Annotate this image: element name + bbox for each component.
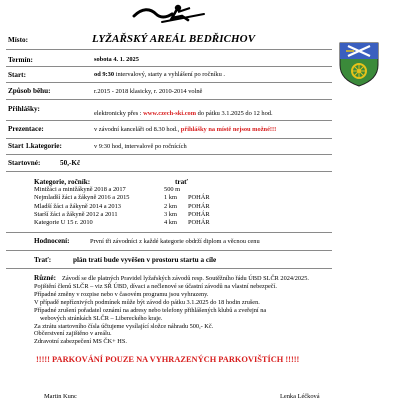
category-name: Starší žáci a žákyně 2012 a 2011 (34, 210, 118, 218)
startovne-label: Startovné: (8, 159, 41, 167)
category-name: Minižáci a minižákyně 2018 a 2017 (34, 186, 126, 193)
ruzne-label: Různé: (34, 274, 56, 282)
divider (6, 82, 332, 83)
divider (6, 99, 332, 100)
zpusob-label: Způsob běhu: (8, 87, 51, 95)
startovne-value: 50,-Kč (60, 159, 81, 167)
trat-value: plán tratí bude vyvěšen v prostoru startu a cíle (73, 256, 217, 264)
prezentace-warning: přihlášky na místě nejsou možné!!! (180, 126, 277, 133)
category-row (34, 211, 228, 219)
start-label: Start: (8, 71, 26, 79)
category-track: 3 km (164, 210, 177, 218)
divider (6, 138, 332, 139)
termin-value: sobota 4. 1. 2025 (94, 56, 139, 63)
ruzne-line: Zdravotní zabezpečení MS ČK+ HS. (34, 338, 127, 346)
page-title: LYŽAŘSKÝ AREÁL BEDŘICHOV (92, 33, 256, 45)
divider (6, 268, 332, 269)
category-track: 2 km (164, 202, 177, 210)
divider (6, 49, 332, 50)
prihlasky-pre: elektronicky přes : (94, 110, 142, 117)
category-track: 1 km (164, 194, 177, 202)
signature-left: Martin Kunc (44, 393, 77, 400)
hodnoceni-value: První tři závodníci z každé kategorie obdrží diplom a věcnou cenu (90, 238, 260, 245)
prezentace-label: Prezentace: (8, 125, 44, 133)
zpusob-value: r.2015 - 2018 klasicky, r. 2010-2014 volně (94, 88, 203, 95)
signature-right: Lenka Léčková (280, 393, 320, 400)
prezentace-value (94, 126, 276, 133)
ruzne-line: Pojištění členů SLČR – viz SŘ ÚBD, dívaci a nečlenové se účastní závodů na vlastní nebezpečí. (34, 283, 277, 290)
category-row (34, 203, 228, 211)
ruzne-line: Případné změny v rozpise nebo v časovém programu jsou vyhrazeny. (34, 290, 209, 298)
category-row (34, 219, 228, 227)
start-value (94, 71, 225, 78)
category-prize: POHÁR (188, 202, 210, 210)
trat-label: Trať: (34, 256, 52, 264)
ruzne-line: Za ztrátu startovního čísla účtujeme vysílající složce náhradu 500,- Kč. (34, 322, 214, 330)
parking-notice: !!!!! PARKOVÁNÍ POUZE NA VYHRAZENÝCH PARKOVIŠTÍCH !!!!! (36, 355, 300, 364)
bedrichov-crest-icon (338, 41, 380, 87)
ruzne-line: Občerstvení zajištěno v areálu. (34, 330, 112, 338)
skier-logo-icon (132, 2, 208, 24)
categories-table (34, 186, 228, 227)
start-time: od 9:30 (94, 71, 115, 78)
ruzne-line: V případě nepříznivých podmínek může být závod do pátku 3.1.2025 do 18 hodin zrušen. (34, 298, 260, 306)
ruzne-line: Závodí se dle platných Pravidel lyžařských závodů resp. Soutěžního řádu ÚBD SLČR 2024/2025. (62, 275, 309, 282)
divider (6, 171, 332, 172)
category-prize: POHÁR (188, 210, 210, 218)
registration-link[interactable]: www.czech-ski.com (143, 110, 197, 117)
category-track: 500 m (164, 186, 181, 193)
divider (6, 232, 332, 233)
prihlasky-post: do pátku 3.1.2025 do 12 hod. (197, 110, 273, 117)
prihlasky-value (94, 110, 273, 117)
hodnoceni-label: Hodnocení: (34, 237, 70, 245)
category-name: Mladší žáci a žákyně 2014 a 2013 (34, 202, 121, 210)
ruzne-line: Případné zrušení pořadatel oznámí na adresy nebo telefony přihlášených klubů a zveřejní na (34, 306, 267, 314)
ruzne-text-rest (34, 283, 277, 346)
ruzne-text (62, 275, 309, 283)
prezentace-text: v závodní kanceláři od 8.30 hod., (94, 126, 180, 133)
start1-label: Start 1.kategorie: (8, 142, 62, 150)
category-row (34, 194, 228, 202)
categories-header: Kategorie, ročník: (34, 178, 91, 186)
divider (6, 250, 332, 251)
category-track: 4 km (164, 219, 177, 227)
divider (6, 66, 332, 67)
category-prize: POHÁR (188, 194, 210, 202)
start-rest: intervalový, starty a vyhlášení po ročníku . (115, 71, 225, 78)
prihlasky-label: Přihlášky: (8, 105, 40, 113)
divider (6, 154, 332, 155)
categories-track-header: trať (175, 178, 188, 186)
ruzne-line: webových stránkách SLČR – Libereckého kraje. (40, 314, 163, 322)
category-name: Nejmladší žáci a žákyně 2016 a 2015 (34, 194, 130, 202)
category-prize: POHÁR (188, 219, 210, 227)
misto-label: Místo: (8, 36, 28, 44)
start1-value: v 9:30 hod, intervalově po ročnících (94, 143, 187, 150)
divider (6, 120, 332, 121)
termin-label: Termín: (8, 56, 33, 64)
category-name: Kategorie U 15 r. 2010 (34, 219, 93, 227)
